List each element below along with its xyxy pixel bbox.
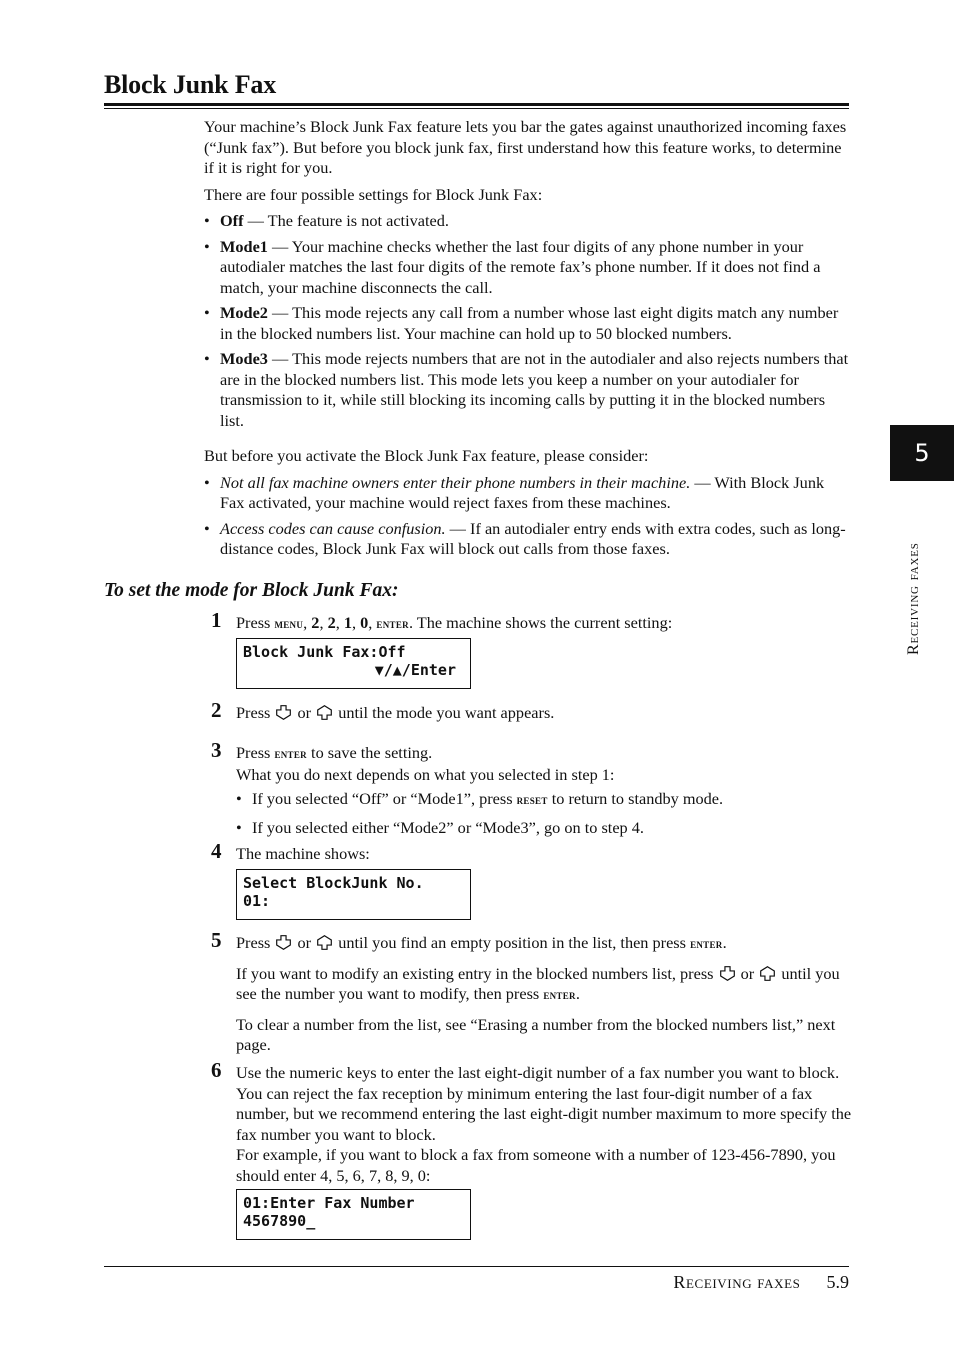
lcd-line: 01: xyxy=(243,892,271,910)
chapter-tab xyxy=(890,425,954,481)
step-text: The machine shows: xyxy=(236,844,370,863)
consideration-text: — If an autodialer entry ends with extra codes, such as long-distance codes, Block Junk Fax will block out calls from those faxes. xyxy=(220,518,846,558)
page-title: Block Junk Fax xyxy=(104,70,277,99)
down-arrow-key-icon xyxy=(275,934,292,951)
lcd-line: ▼/▲/Enter xyxy=(374,661,456,679)
lcd-line: 01:Enter Fax Number xyxy=(243,1194,415,1212)
bullet: • xyxy=(204,211,210,230)
digit-key: 1 xyxy=(343,613,352,632)
setting-label: Off xyxy=(220,211,244,230)
step-bullet: • If you selected either “Mode2” or “Mode3”, go on to step 4. xyxy=(236,817,644,837)
setting-mode1 xyxy=(204,237,852,299)
step-text: What you do next depends on what you selected in step 1: xyxy=(236,764,615,784)
lcd-display-select xyxy=(236,869,471,920)
setting-text: — Your machine checks whether the last four digits of any phone number in your autodialer matches the last four digits of the remote fax’s phone number. If it does not find a match, your machine disconnects the call. xyxy=(220,236,821,297)
menu-key: menu xyxy=(274,616,304,631)
bullet: • xyxy=(204,303,210,322)
step-number: 3 xyxy=(211,738,222,762)
setting-mode3 xyxy=(204,349,852,431)
step-number: 6 xyxy=(211,1058,222,1082)
consideration-item xyxy=(204,519,852,560)
title-rule-thick xyxy=(104,103,849,106)
consideration-item xyxy=(204,473,852,514)
step-text: If you want to modify an existing entry in the blocked numbers list, press or until you see the number you want to modify, then press enter. xyxy=(236,963,840,1003)
lcd-line: Block Junk Fax:Off xyxy=(243,643,406,661)
lcd-line: 4567890_ xyxy=(243,1212,316,1230)
step-bullet: • If you selected “Off” or “Mode1”, press reset to return to standby mode. xyxy=(236,789,724,808)
step-6 xyxy=(211,1058,852,1186)
digit-key: 2 xyxy=(327,613,336,632)
reset-key: reset xyxy=(516,792,548,807)
step-text: Press or until the mode you want appears. xyxy=(236,703,555,722)
step-5 xyxy=(211,928,852,1056)
step-3 xyxy=(211,738,852,838)
step-number: 2 xyxy=(211,698,222,722)
bullet: • xyxy=(204,518,210,538)
setting-text: — The feature is not activated. xyxy=(243,211,449,230)
step-1 xyxy=(211,608,852,635)
digit-key: 0 xyxy=(360,613,369,632)
step-2 xyxy=(211,698,852,724)
enter-key: enter xyxy=(274,746,307,761)
down-arrow-key-icon xyxy=(275,704,292,721)
lcd-line: Select BlockJunk No. xyxy=(243,874,424,892)
up-arrow-key-icon xyxy=(316,704,333,721)
enter-key: enter xyxy=(690,936,723,951)
up-arrow-key-icon xyxy=(316,934,333,951)
setting-label: Mode1 xyxy=(220,236,268,256)
consideration-emphasis: Access codes can cause confusion. xyxy=(220,518,446,538)
up-arrow-key-icon xyxy=(759,965,776,982)
setting-label: Mode2 xyxy=(220,303,268,322)
lcd-display-mode xyxy=(236,638,471,689)
step-text: Press menu, 2, 2, 1, 0, enter. The machine shows the current setting: xyxy=(236,613,673,632)
consideration-text: — With Block Junk Fax activated, your machine would reject faxes from these machines. xyxy=(220,472,825,512)
step-number: 5 xyxy=(211,928,222,952)
intro-section xyxy=(204,117,852,565)
setting-text: — This mode rejects any call from a number whose last eight digits match any number in the blocked numbers list. Your machine can hold up to 50 blocked numbers. xyxy=(220,303,839,343)
chapter-number: 5 xyxy=(914,439,930,467)
step-text: For example, if you want to block a fax from someone with a number of 123-456-7890, you should enter 4, 5, 6, 7, 8, 9, 0: xyxy=(236,1145,836,1185)
title-rule-thin xyxy=(104,108,849,109)
step-text: Press or until you find an empty position in the list, then press enter. xyxy=(236,933,727,952)
consideration-emphasis: Not all fax machine owners enter their phone numbers in their machine. xyxy=(220,472,691,492)
step-text: Use the numeric keys to enter the last eight-digit number of a fax number you want to block. You can reject the fax reception by minimum entering the last four-digit number of a fax number, but we recommend entering the last eight-digit number maximum to more specify the fax number you want to block. xyxy=(236,1063,852,1144)
footer-rule xyxy=(104,1266,849,1267)
digit-key: 2 xyxy=(311,613,320,632)
lcd-display-fax-number xyxy=(236,1189,471,1240)
step-number: 1 xyxy=(211,608,222,632)
page-footer xyxy=(104,1272,849,1293)
page-number: 5.9 xyxy=(826,1272,849,1292)
intro-paragraph: Your machine’s Block Junk Fax feature lets you bar the gates against unauthorized incoming faxes (“Junk fax”). But before you block junk fax, first understand how this feature works, to determine if it is right for you. xyxy=(204,117,847,177)
bullet: • xyxy=(204,349,210,368)
down-arrow-key-icon xyxy=(719,965,736,982)
enter-key: enter xyxy=(543,987,576,1002)
step-text: To clear a number from the list, see “Erasing a number from the blocked numbers list,” next page. xyxy=(236,1014,836,1054)
setting-label: Mode3 xyxy=(220,349,268,368)
settings-intro: There are four possible settings for Block Junk Fax: xyxy=(204,184,543,204)
step-4 xyxy=(211,839,852,865)
footer-section: Receiving faxes xyxy=(673,1272,801,1292)
bullet: • xyxy=(204,236,210,256)
step-text: Press enter to save the setting. xyxy=(236,743,433,762)
enter-key: enter xyxy=(376,616,409,631)
step-number: 4 xyxy=(211,839,222,863)
setting-off xyxy=(204,211,852,232)
setting-mode2 xyxy=(204,303,852,344)
consider-intro: But before you activate the Block Junk Fax feature, please consider: xyxy=(204,446,649,465)
side-section-label: Receiving faxes xyxy=(905,542,922,655)
procedure-heading: To set the mode for Block Junk Fax: xyxy=(104,580,399,601)
bullet: • xyxy=(204,472,210,492)
setting-text: — This mode rejects numbers that are not in the autodialer and also rejects numbers that are in the blocked numbers list. This mode lets you keep a number on your autodialer for transmission to it, while still blocking its incoming calls by putting it in the blocked numbers list. xyxy=(220,349,849,430)
